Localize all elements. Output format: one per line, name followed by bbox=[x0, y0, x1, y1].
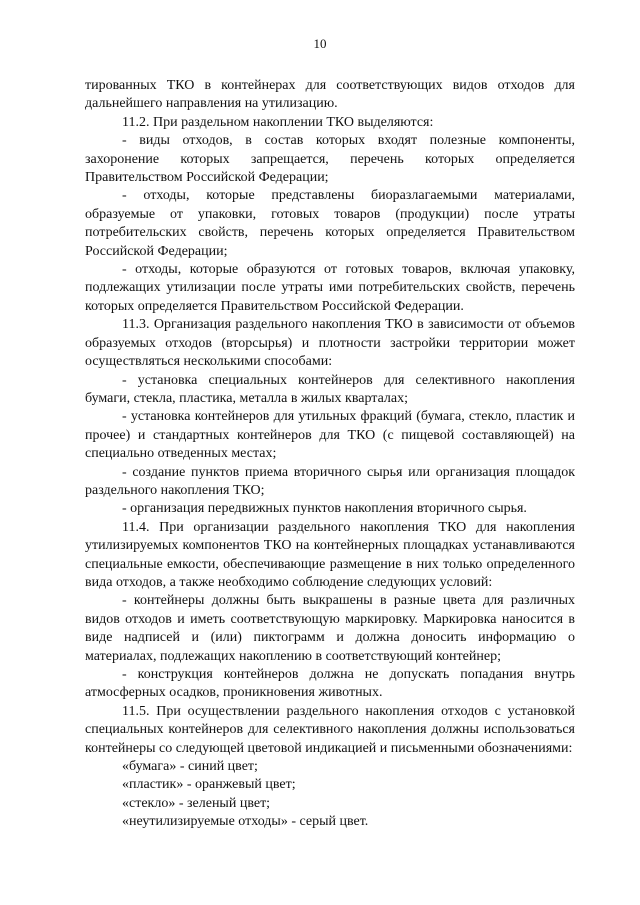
page-number: 10 bbox=[313, 36, 327, 51]
color-indication-non-recyclable: «неутилизируемые отходы» - серый цвет. bbox=[122, 814, 369, 830]
paragraph-11-4-heading: 11.4. При организации раздельного накопления ТКО для накопления утилизируемых компонентов ТКО на контейнерных площадках устанавливаются специальные емкости, обеспечивающие размещение в них только определенного вида отходов, а также необходимо соблюдение следующих условий: bbox=[85, 519, 575, 590]
document-body bbox=[85, 77, 575, 832]
paragraph-11-2-item-3: - отходы, которые образуются от готовых товаров, включая упаковку, подлежащих утилизации после утраты ими потребительских свойств, перечень которых определяется Правительством Российской Федерации. bbox=[85, 262, 575, 314]
paragraph-11-4-item-1: - контейнеры должны быть выкрашены в разные цвета для различных видов отходов и иметь соответствующую маркировку. Маркировка наносится в виде надписей и (или) пиктограмм и должна доносить информацию о материалах, подлежащих накоплению в соответствующий контейнер; bbox=[85, 593, 575, 664]
paragraph-11-2-item-1: - виды отходов, в состав которых входят полезные компоненты, захоронение которых запрещается, перечень которых определяется Правительством Российской Федерации; bbox=[85, 133, 575, 186]
paragraph-11-3-item-2: - установка контейнеров для утильных фракций (бумага, стекло, пластик и прочее) и стандартных контейнеров для ТКО (с пищевой составляющей) на специально отведенных местах; bbox=[85, 409, 575, 462]
paragraph-11-3-heading: 11.3. Организация раздельного накопления ТКО в зависимости от объемов образуемых отходов (вторсырья) и плотности застройки территории может осуществляться несколькими способами: bbox=[85, 317, 575, 370]
color-indication-glass: «стекло» - зеленый цвет; bbox=[122, 795, 271, 811]
color-indication-plastic: «пластик» - оранжевый цвет; bbox=[122, 777, 296, 793]
paragraph-11-3-item-1: - установка специальных контейнеров для селективного накопления бумаги, стекла, пластика, металла в жилых кварталах; bbox=[85, 372, 575, 406]
color-indication-paper: «бумага» - синий цвет; bbox=[122, 759, 258, 775]
paragraph-11-2-item-2: - отходы, которые представлены биоразлагаемыми материалами, образуемые от упаковки, готовых товаров (продукции) после утраты потребительских свойств, перечень которых определяется Правительством Российской Федерации; bbox=[85, 188, 575, 259]
paragraph-11-3-item-4: - организация передвижных пунктов накопления вторичного сырья. bbox=[122, 501, 527, 517]
paragraph-continuation: тированных ТКО в контейнерах для соответствующих видов отходов для дальнейшего направления на утилизацию. bbox=[85, 78, 575, 112]
paragraph-11-3-item-3: - создание пунктов приема вторичного сырья или организация площадок раздельного накопления ТКО; bbox=[85, 464, 575, 498]
paragraph-11-4-item-2: - конструкция контейнеров должна не допускать попадания внутрь атмосферных осадков, проникновения животных. bbox=[85, 667, 575, 701]
paragraph-11-5-heading: 11.5. При осуществлении раздельного накопления отходов с установкой специальных контейнеров для селективного накопления должны использоваться контейнеры со следующей цветовой индикацией и письменными обозначениями: bbox=[85, 703, 575, 756]
paragraph-11-2-heading: 11.2. При раздельном накоплении ТКО выделяются: bbox=[122, 114, 434, 130]
